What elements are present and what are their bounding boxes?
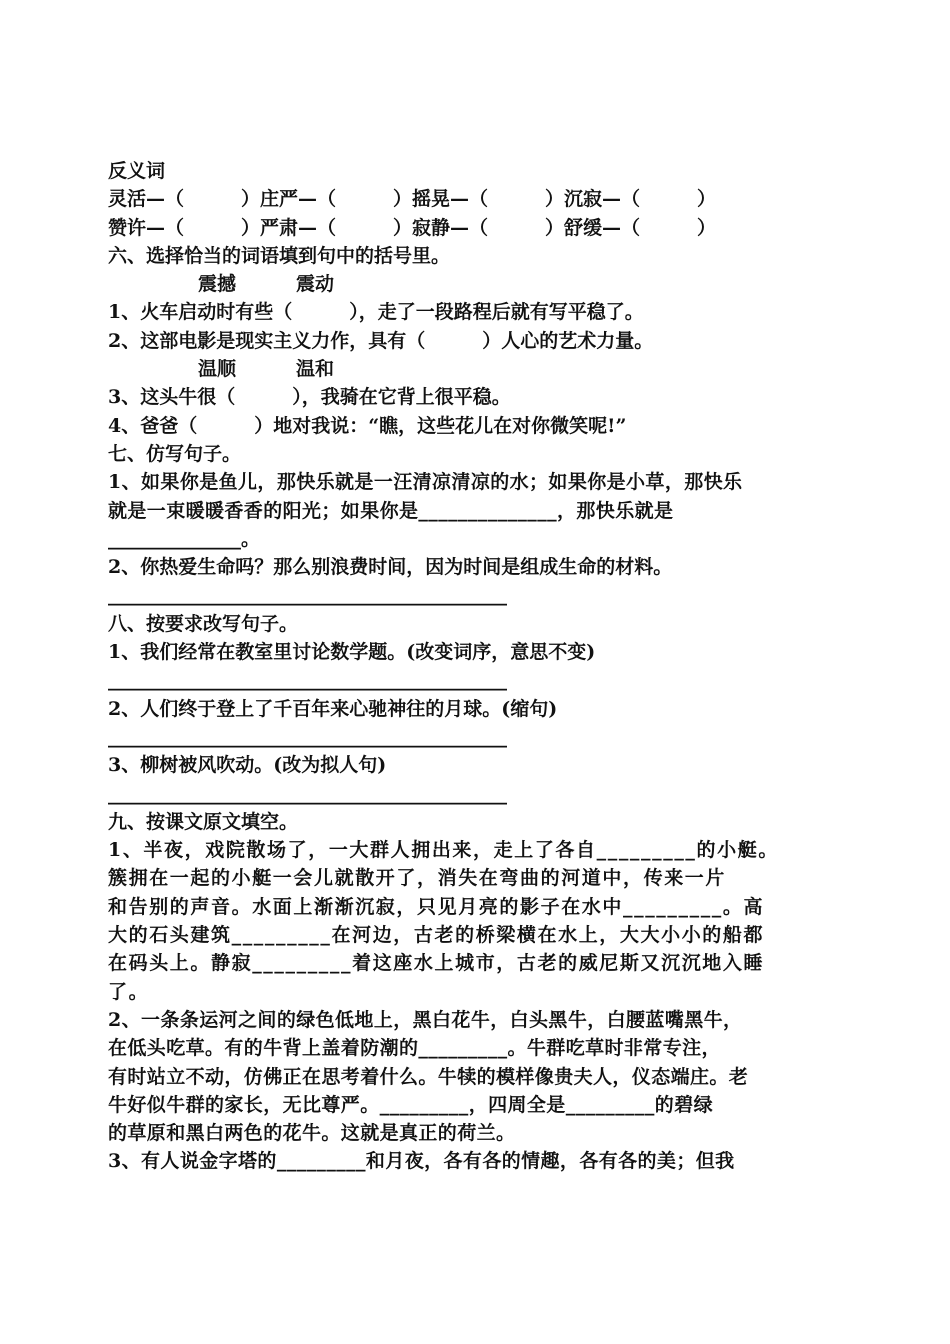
section-6-question-2: 2、这部电影是现实主义力作，具有（ ）人心的艺术力量。 (108, 329, 654, 352)
section-8-question-3: 3、柳树被风吹动。(改为拟人句) (108, 754, 387, 777)
answer-line: __________________________________________ (108, 725, 507, 748)
paragraph-line: 了。 (108, 980, 150, 1003)
answer-line: __________________________________________ (108, 782, 507, 805)
antonyms-row-2: 赞许—（ ）严肃—（ ）寂静—（ ）舒缓—（ ） (108, 216, 717, 239)
paragraph-line: 大的石头建筑_________在河边，古老的桥梁横在水上，大大小小的船都 (108, 924, 765, 947)
section-7-question-1-line-1: 1、如果你是鱼儿，那快乐就是一汪清凉清凉的水；如果你是小草，那快乐 (108, 471, 743, 494)
section-7-question-2: 2、你热爱生命吗？那么别浪费时间，因为时间是组成生命的材料。 (108, 556, 673, 579)
section-6-question-3: 3、这头牛很（ ），我骑在它背上很平稳。 (108, 386, 511, 409)
section-9-paragraph-1 (108, 836, 848, 1006)
word-choice-a: 温顺 (198, 358, 237, 381)
answer-line: __________________________________________ (108, 669, 507, 692)
section-6-question-4: 4、爸爸（ ）地对我说：“瞧，这些花儿在对你微笑呢!” (108, 414, 627, 437)
paragraph-line: 有时站立不动，仿佛正在思考着什么。牛犊的模样像贵夫人，仪态端庄。老 (108, 1065, 749, 1088)
paragraph-line: 1、半夜，戏院散场了，一大群人拥出来，走上了各自_________的小艇。 (108, 839, 779, 862)
section-7-heading: 七、仿写句子。 (108, 442, 242, 465)
section-9-paragraph-2 (108, 1006, 848, 1147)
section-7-question-1-line-2: 就是一束暖暖香香的阳光；如果你是______________，那快乐就是 (108, 499, 674, 522)
section-9-heading: 九、按课文原文填空。 (108, 810, 299, 833)
paragraph-line: 3、有人说金字塔的_________和月夜，各有各的情趣，各有各的美；但我 (108, 1150, 735, 1173)
section-8-question-2: 2、人们终于登上了千百年来心驰神往的月球。(缩句) (108, 697, 558, 720)
paragraph-line: 的草原和黑白两色的花牛。这就是真正的荷兰。 (108, 1122, 516, 1145)
antonyms-title: 反义词 (108, 160, 166, 182)
answer-line: __________________________________________ (108, 584, 507, 607)
word-choice-a: 震撼 (198, 273, 237, 296)
section-7-question-1-line-3: ______________。 (108, 527, 261, 550)
word-choice-b: 震动 (296, 273, 335, 296)
paragraph-line: 簇拥在一起的小艇一会儿就散开了，消失在弯曲的河道中，传来一片 (108, 867, 727, 890)
paragraph-line: 2、一条条运河之间的绿色低地上，黑白花牛，白头黑牛，白腰蓝嘴黑牛， (108, 1008, 743, 1031)
paragraph-line: 在低头吃草。有的牛背上盖着防潮的_________。牛群吃草时非常专注， (108, 1037, 721, 1060)
word-choice-b: 温和 (296, 358, 335, 381)
paragraph-line: 和告别的声音。水面上渐渐沉寂，只见月亮的影子在水中_________。高 (108, 895, 765, 918)
section-8-question-1: 1、我们经常在教室里讨论数学题。(改变词序，意思不变) (108, 641, 596, 664)
section-6-heading: 六、选择恰当的词语填到句中的括号里。 (108, 244, 451, 267)
paragraph-line: 牛好似牛群的家长，无比尊严。_________，四周全是_________的碧绿 (108, 1093, 714, 1116)
section-9-paragraph-3 (108, 1147, 848, 1175)
section-8-heading: 八、按要求改写句子。 (108, 612, 299, 635)
antonyms-row-1: 灵活—（ ）庄严—（ ）摇晃—（ ）沉寂—（ ） (108, 188, 717, 211)
worksheet-content (108, 157, 848, 1176)
word-choice-group-2 (108, 355, 848, 383)
paragraph-line: 在码头上。静寂_________着这座水上城市，古老的威尼斯又沉沉地入睡 (108, 952, 765, 975)
word-choice-group-1 (108, 270, 848, 298)
section-6-question-1: 1、火车启动时有些（ ），走了一段路程后就有写平稳了。 (108, 301, 644, 324)
